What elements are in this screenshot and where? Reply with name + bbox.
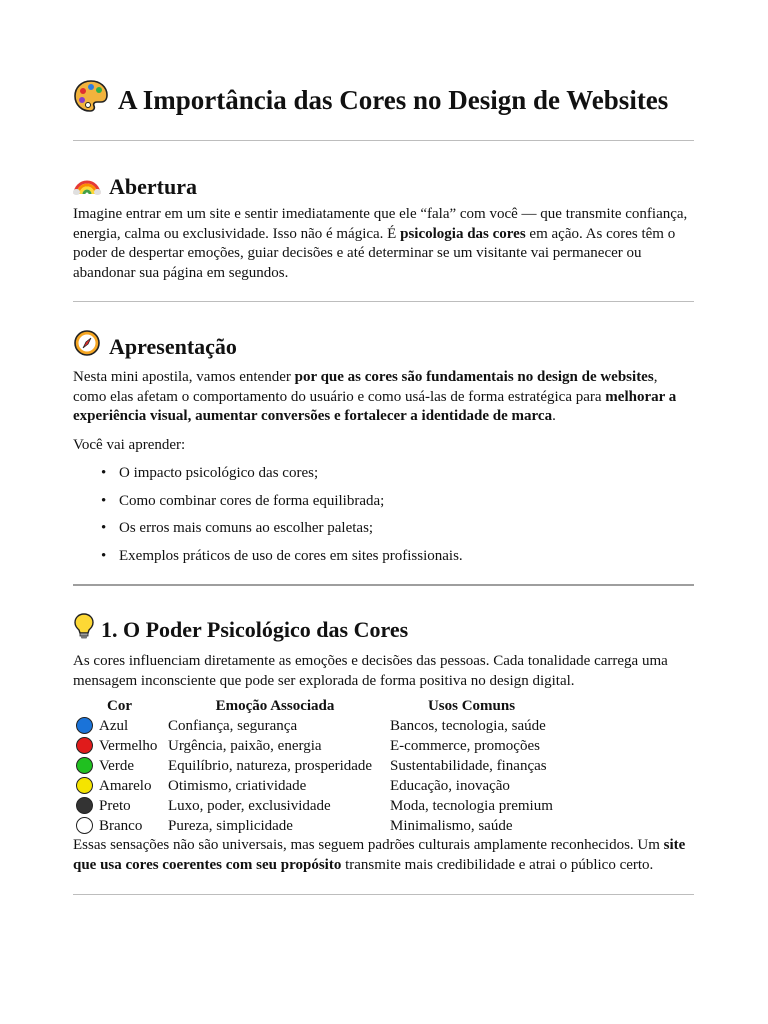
paragraph: As cores influenciam diretamente as emoções e decisões das pessoas. Cada tonalidade carrega uma mensagem inconsciente que pode ser explorada de forma positiva no design digital. — [73, 653, 668, 689]
section-heading-apresentacao — [73, 329, 694, 364]
section-heading-abertura — [73, 170, 694, 203]
bold-text: site que usa cores coerentes com seu propósito — [73, 837, 686, 873]
color-cell — [73, 756, 166, 776]
table-header: Usos Comuns — [427, 697, 516, 714]
text: Essas sensações não são universais, mas seguem padrões culturais amplamente reconhecidos. Um — [73, 837, 664, 853]
text: . — [552, 408, 556, 424]
paragraph: Você vai aprender: — [73, 436, 186, 453]
color-swatch-icon — [76, 777, 93, 794]
uses-cell: Sustentabilidade, finanças — [390, 758, 547, 774]
bold-text: psicologia das cores — [400, 225, 526, 242]
divider — [73, 894, 694, 895]
color-table — [73, 696, 559, 836]
list-item: • Exemplos práticos de uso de cores em sites profissionais. — [73, 547, 694, 566]
table-row — [73, 816, 559, 836]
section-heading-poder — [73, 612, 694, 647]
uses-cell: E-commerce, promoções — [390, 738, 540, 754]
section-heading-text: 1. O Poder Psicológico das Cores — [101, 616, 409, 642]
color-cell — [73, 776, 166, 796]
section-heading-text: Apresentação — [109, 333, 237, 359]
rainbow-icon — [73, 170, 101, 203]
emotion-cell: Pureza, simplicidade — [168, 818, 293, 834]
document — [73, 82, 694, 895]
color-swatch-icon — [76, 797, 93, 814]
uses-cell: Educação, inovação — [390, 778, 510, 794]
emotion-cell: Confiança, segurança — [168, 718, 298, 734]
page-title-text: A Importância das Cores no Design de Websites — [118, 85, 669, 116]
color-name: Vermelho — [99, 738, 158, 754]
text: em ação. As cores têm o poder de despertar emoções, guiar decisões e até determinar se um visitante vai permanecer ou abandonar sua página em segundos. — [73, 225, 676, 281]
bullet-list — [73, 464, 694, 566]
color-swatch-icon — [76, 717, 93, 734]
color-name: Azul — [99, 718, 129, 734]
list-item: • Como combinar cores de forma equilibrada; — [73, 492, 694, 511]
color-name: Amarelo — [99, 778, 152, 794]
color-cell — [73, 816, 166, 836]
text: Imagine entrar em um site e sentir imediatamente que ele “fala” com você — que transmite confiança, energia, calma ou exclusividade. Isso não é mágica. É — [73, 206, 688, 242]
page-title — [73, 82, 694, 124]
table-row — [73, 756, 559, 776]
color-cell — [73, 736, 166, 756]
text: Nesta mini apostila, vamos entender — [73, 369, 295, 385]
color-name: Branco — [99, 818, 143, 834]
color-swatch-icon — [76, 757, 93, 774]
text: transmite mais credibilidade e atrai o público certo. — [341, 856, 654, 873]
list-item: • Os erros mais comuns ao escolher paletas; — [73, 519, 694, 538]
table-header-row — [73, 696, 559, 716]
table-header: Emoção Associada — [215, 697, 335, 714]
paragraph — [73, 205, 694, 283]
emotion-cell: Urgência, paixão, energia — [168, 738, 322, 754]
uses-cell: Bancos, tecnologia, saúde — [390, 718, 546, 734]
paragraph — [73, 836, 694, 875]
table-row — [73, 796, 559, 816]
section-heading-text: Abertura — [109, 173, 197, 199]
table-row — [73, 776, 559, 796]
table-header: Cor — [107, 697, 132, 714]
paragraph — [73, 368, 694, 427]
table-row — [73, 736, 559, 756]
color-swatch-icon — [76, 817, 93, 834]
color-name: Verde — [99, 758, 134, 774]
bold-text: melhorar a experiência visual, aumentar conversões e fortalecer a identidade de marca — [73, 388, 677, 424]
color-cell — [73, 716, 166, 736]
emotion-cell: Luxo, poder, exclusividade — [168, 798, 331, 814]
table-row — [73, 716, 559, 736]
uses-cell: Minimalismo, saúde — [390, 818, 513, 834]
uses-cell: Moda, tecnologia premium — [390, 798, 553, 814]
palette-icon — [73, 79, 109, 121]
lightbulb-icon — [73, 612, 95, 647]
list-item: • O impacto psicológico das cores; — [73, 464, 694, 483]
text: , como elas afetam o comportamento do usuário e como usá-las de forma estratégica para — [73, 369, 658, 405]
color-name: Preto — [99, 798, 131, 814]
compass-icon — [73, 329, 101, 364]
emotion-cell: Equilíbrio, natureza, prosperidade — [168, 758, 373, 774]
bold-text: por que as cores são fundamentais no design de websites — [294, 369, 654, 385]
color-cell — [73, 796, 166, 816]
emotion-cell: Otimismo, criatividade — [168, 778, 307, 794]
color-swatch-icon — [76, 737, 93, 754]
